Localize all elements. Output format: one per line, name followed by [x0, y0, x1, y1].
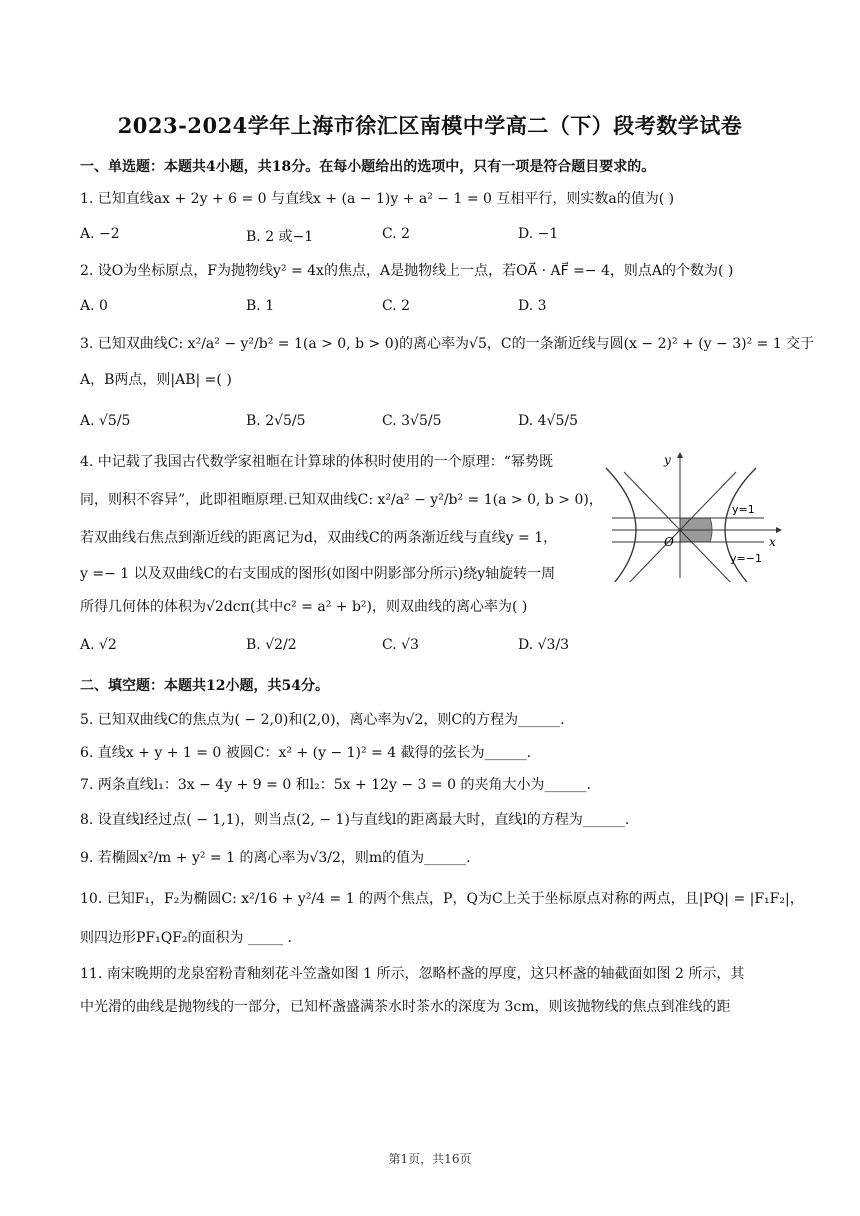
exam-title: 2023-2024学年上海市徐汇区南模中学高二（下）段考数学试卷	[117, 113, 743, 138]
question-1-option-a: A. −2	[80, 226, 120, 242]
question-4-option-b: B. √2/2	[246, 637, 297, 653]
question-11-line-2: 中光滑的曲线是抛物线的一部分，已知杯盏盛满茶水时茶水的深度为 3cm，则该抛物线的焦点到准线的距	[80, 999, 731, 1015]
question-2-option-d: D. 3	[518, 298, 547, 314]
question-4-stem-line-3: 若双曲线右焦点到渐近线的距离记为d，双曲线C的两条渐近线与直线y = 1，	[80, 530, 558, 546]
question-5: 5. 已知双曲线C的焦点为( − 2,0)和(2,0)，离心率为√2，则C的方程为______.	[80, 712, 565, 728]
question-1-option-c: C. 2	[382, 226, 411, 242]
question-3-options	[80, 413, 780, 435]
figure-label-ym1: y=−1	[730, 552, 762, 565]
section-fill-blank-heading: 二、填空题：本题共12小题，共54分。	[80, 678, 329, 694]
question-4-stem-line-4: y =− 1 以及双曲线C的右支围成的图形(如图中阴影部分所示)绕y轴旋转一周	[80, 566, 556, 582]
question-9: 9. 若椭圆x²/m + y² = 1 的离心率为√3/2，则m的值为______.	[80, 850, 471, 866]
question-6: 6. 直线x + y + 1 = 0 被圆C：x² + (y − 1)² = 4 截得的弦长为______.	[80, 745, 532, 761]
question-7: 7. 两条直线l₁：3x − 4y + 9 = 0 和l₂：5x + 12y − 3 = 0 的夹角大小为______.	[80, 777, 591, 793]
x-axis-arrow	[776, 527, 782, 533]
question-4-stem-line-2: 同，则积不容异”，此即祖暅原理.已知双曲线C: x²/a² − y²/b² = 1(a > 0, b > 0)，	[80, 492, 603, 508]
question-3-option-b: B. 2√5/5	[246, 413, 306, 429]
figure-label-y: y	[664, 453, 671, 467]
question-4-stem-line-1: 4. 中记载了我国古代数学家祖暅在计算球的体积时使用的一个原理：“幂势既	[80, 454, 553, 470]
hyperbola-figure	[604, 450, 784, 582]
question-4-option-c: C. √3	[382, 637, 419, 653]
question-2-option-a: A. 0	[80, 298, 108, 314]
question-2-option-b: B. 1	[246, 298, 275, 314]
question-2-options	[80, 298, 780, 320]
question-1-option-b: B. 2 或−1	[246, 229, 314, 245]
question-3-stem-line-2: A，B两点，则|AB| =( )	[80, 372, 232, 388]
y-axis-arrow	[677, 452, 683, 458]
question-3-option-a: A. √5/5	[80, 413, 131, 429]
question-1-stem: 1. 已知直线ax + 2y + 6 = 0 与直线x + (a − 1)y + a² − 1 = 0 互相平行，则实数a的值为( )	[80, 191, 675, 207]
question-2-stem: 2. 设O为坐标原点，F为抛物线y² = 4x的焦点，A是抛物线上一点，若OA⃗ · AF⃗ =− 4，则点A的个数为( )	[80, 263, 734, 279]
section-single-choice-heading: 一、单选题：本题共4小题，共18分。在每小题给出的选项中，只有一项是符合题目要求的。	[80, 159, 656, 175]
question-10-line-1: 10. 已知F₁，F₂为椭圆C: x²/16 + y²/4 = 1 的两个焦点，P，Q为C上关于坐标原点对称的两点，且|PQ| = |F₁F₂|，	[80, 891, 804, 907]
question-8: 8. 设直线l经过点( − 1,1)，则当点(2, − 1)与直线l的距离最大时，直线l的方程为______.	[80, 812, 630, 828]
figure-label-x: x	[769, 535, 776, 549]
question-4-stem-line-5: 所得几何体的体积为√2dcπ(其中c² = a² + b²)，则双曲线的离心率为( )	[80, 599, 528, 615]
hyperbola-left-branch	[606, 468, 636, 582]
question-3-option-c: C. 3√5/5	[382, 413, 442, 429]
question-11-line-1: 11. 南宋晚期的龙泉窑粉青釉刻花斗笠盏如图 1 所示，忽略杯盏的厚度，这只杯盏的轴截面如图 2 所示，其	[80, 966, 745, 982]
page-number-footer: 第1页，共16页	[388, 1152, 472, 1166]
question-2-option-c: C. 2	[382, 298, 411, 314]
question-3-option-d: D. 4√5/5	[518, 413, 578, 429]
question-1-options	[80, 226, 780, 248]
question-4-option-a: A. √2	[80, 637, 117, 653]
question-3-stem-line-1: 3. 已知双曲线C: x²/a² − y²/b² = 1(a > 0, b > 0)的离心率为√5，C的一条渐近线与圆(x − 2)² + (y − 3)² = 1 交于	[80, 336, 815, 352]
question-1-option-d: D. −1	[518, 226, 559, 242]
figure-label-origin: O	[664, 535, 674, 549]
question-4-options	[80, 637, 780, 659]
figure-label-y1: y=1	[732, 503, 755, 516]
question-10-line-2: 则四边形PF₁QF₂的面积为 _____ .	[80, 930, 292, 946]
question-4-option-d: D. √3/3	[518, 637, 570, 653]
